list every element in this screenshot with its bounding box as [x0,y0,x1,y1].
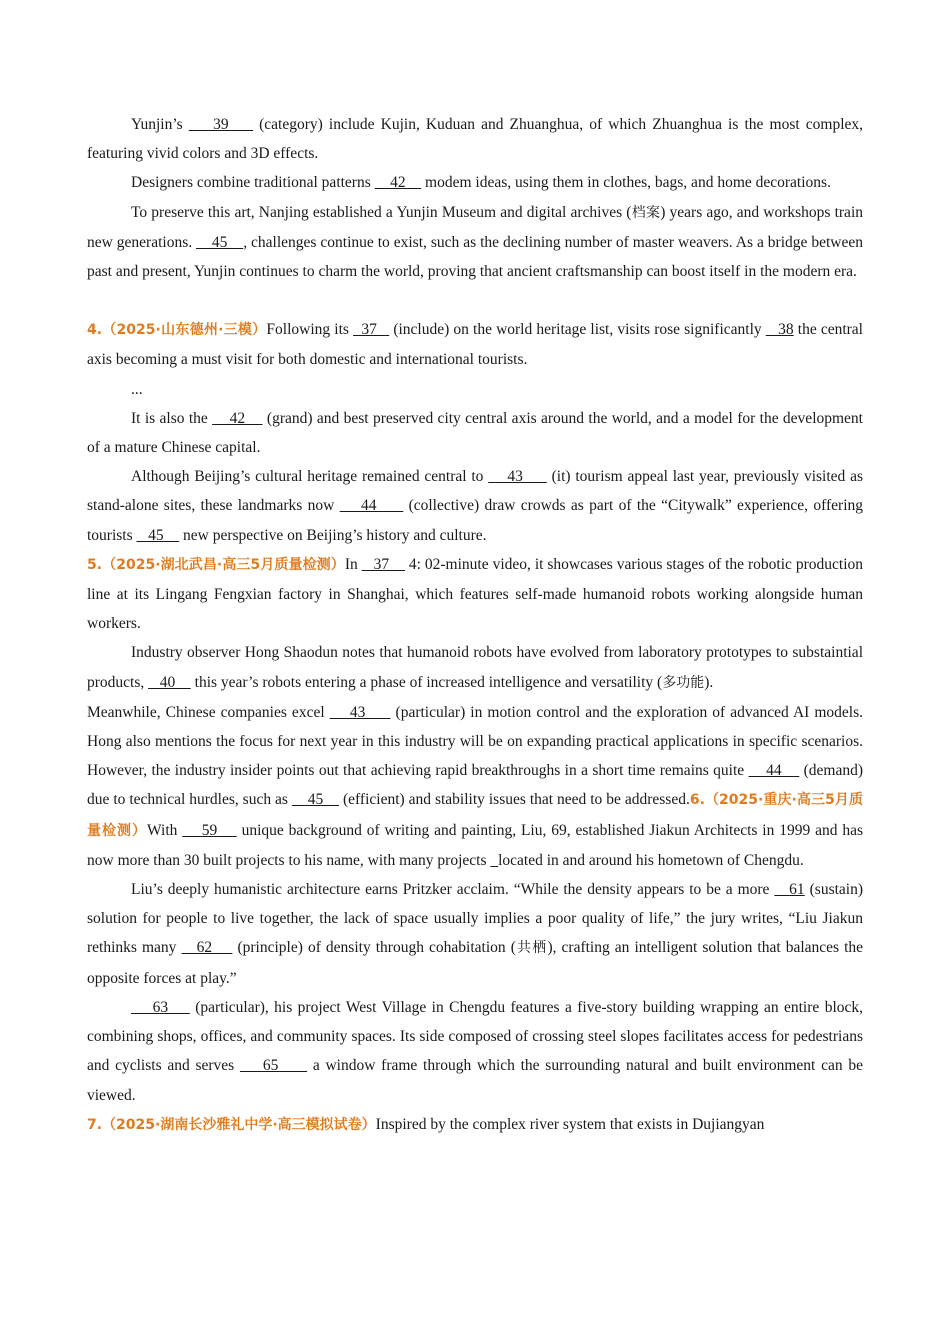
answer-blank: 44 [339,497,404,515]
answer-blank: 43 [329,703,391,721]
paragraph [87,550,863,639]
answer-blank: 40 [148,673,191,691]
question-source-label: 4.（2025·山东德州·三模） [87,322,267,339]
text-run: this year’s robots entering a phase of increased intelligence and versatility ( [190,673,663,691]
paragraph [87,198,863,287]
text-run: (efficient) and stability issues that need to be addressed. [339,791,690,809]
text-run: Industry observer Hong Shaodun notes that humanoid robots have evolved from laboratory prototypes to substaintial products, [87,644,863,691]
paragraph [87,168,863,197]
text-run: , challenges continue to exist, such as the declining number of master weavers. As a bridge between past and present, Yunjin continues to charm the world, proving that ancient craftsmanship can boost itself in the modern era. [87,233,863,281]
answer-blank: 43 [488,468,547,486]
text-run: (particular), his project West Village in Chengdu features a five-story building wrapping an entire block, combining shops, offices, and community spaces. Its side composed of crossing steel slopes facilitates access for pedestrians and cyclists and serves [87,998,864,1075]
paragraph [87,638,863,697]
answer-blank: 37 [353,321,390,339]
answer-blank: 63 [131,998,190,1016]
text-run: Following its [266,321,354,339]
answer-blank [490,852,498,869]
answer-blank: 44 [748,762,800,780]
paragraph [87,110,863,168]
text-run: ), crafting an intelligent solution that balances the opposite forces at play.” [87,939,864,987]
text-run: Designers combine traditional patterns [131,174,375,192]
document-page [87,110,863,1140]
paragraph [87,993,863,1110]
paragraph [87,462,863,550]
paragraph [87,315,863,374]
answer-blank: 37 [361,555,405,573]
answer-blank: 65 [239,1057,308,1075]
text-run: In [344,555,362,573]
text-run: To preserve this art, Nanjing established a Yunjin Museum and digital archives ( [131,203,632,221]
chinese-gloss: 共栖 [515,940,548,957]
text-run: a window frame through which the surrounding natural and built environment can be viewed. [87,1057,863,1104]
paragraph [87,698,863,875]
text-run: unique background of writing and painting, Liu, 69, established Jiakun Architects in 1999 and has now more than 30 built projects to his name, with many projects [87,821,864,869]
text-run: (include) on the world heritage list, visits rose significantly [389,321,766,339]
answer-blank: 39 [188,116,254,133]
text-run: Meanwhile, Chinese companies excel [87,703,330,721]
text-run: ... [131,380,143,398]
paragraph-gap [87,286,863,315]
text-run: (category) include Kujin, Kuduan and Zhuanghua, of which Zhuanghua is the most complex, featuring vivid colors and 3D effects. [87,116,863,163]
chinese-gloss: 档案 [631,204,661,221]
text-run: (demand) due to technical hurdles, such as [87,762,864,809]
answer-blank: 42 [374,174,422,192]
question-source-label: 6.（2025·重庆·高三5月质量检测） [87,792,864,839]
text-run: modem ideas, using them in clothes, bags, and home decorations. [421,174,831,192]
text-run: (principle) of density through cohabitation ( [232,939,516,957]
text-run: 4: 02-minute video, it showcases various stages of the robotic production line at its Lingang Fengxian factory in Shanghai, which features self-made humanoid robots working alongside human workers. [87,555,863,633]
answer-blank: 38 [765,321,794,339]
paragraph [87,375,863,404]
text-run: (particular) in motion control and the exploration of advanced AI models. Hong also mentions the focus for next year in this industry will be on expanding practical applications in specific scenarios. However, the industry insider points out that achieving rapid breakthroughs in a short time remains quite [87,703,863,780]
text-run: ). [704,673,714,691]
chinese-gloss: 多功能 [662,674,705,691]
answer-blank: 45 [196,233,244,251]
text-run: located in and around his hometown of Chengdu. [498,851,804,869]
text-run: Liu’s deeply humanistic architecture earns Pritzker acclaim. “While the density appears to be a more [131,881,775,899]
text-run: (it) tourism appeal last year, previously visited as stand-alone sites, these landmarks now [87,468,864,515]
text-run: (collective) draw crowds as part of the “Citywalk” experience, offering tourists [87,497,864,544]
answer-blank: 62 [181,939,233,957]
answer-blank: 42 [212,409,263,427]
answer-blank: 45 [136,526,180,544]
text-run: (grand) and best preserved city central axis around the world, and a model for the development of a mature Chinese capital. [87,409,863,457]
text-run: Yunjin’s [131,116,189,133]
text-run: Although Beijing’s cultural heritage remained central to [131,468,489,486]
paragraph [87,404,863,462]
text-run: It is also the [131,409,213,427]
text-run: Inspired by the complex river system that exists in Dujiangyan [375,1115,765,1133]
answer-blank: 45 [291,791,340,809]
question-source-label: 5.（2025·湖北武昌·高三5月质量检测） [87,556,345,573]
text-run: new perspective on Beijing’s history and culture. [179,526,487,544]
text-run: (sustain) solution for people to live together, the lack of space usually implies a poor quality of life,” the jury writes, “Liu Jiakun rethinks many [87,881,863,957]
question-source-label: 7.（2025·湖南长沙雅礼中学·高三模拟试卷） [87,1116,376,1133]
answer-blank: 59 [182,821,237,839]
paragraph [87,1110,863,1140]
text-run: With [147,821,183,839]
text-run: ) years ago, and workshops train new generations. [87,203,863,251]
paragraph [87,875,863,993]
answer-blank: 61 [774,881,805,899]
text-run: the central axis becoming a must visit for both domestic and international tourists. [87,321,863,369]
